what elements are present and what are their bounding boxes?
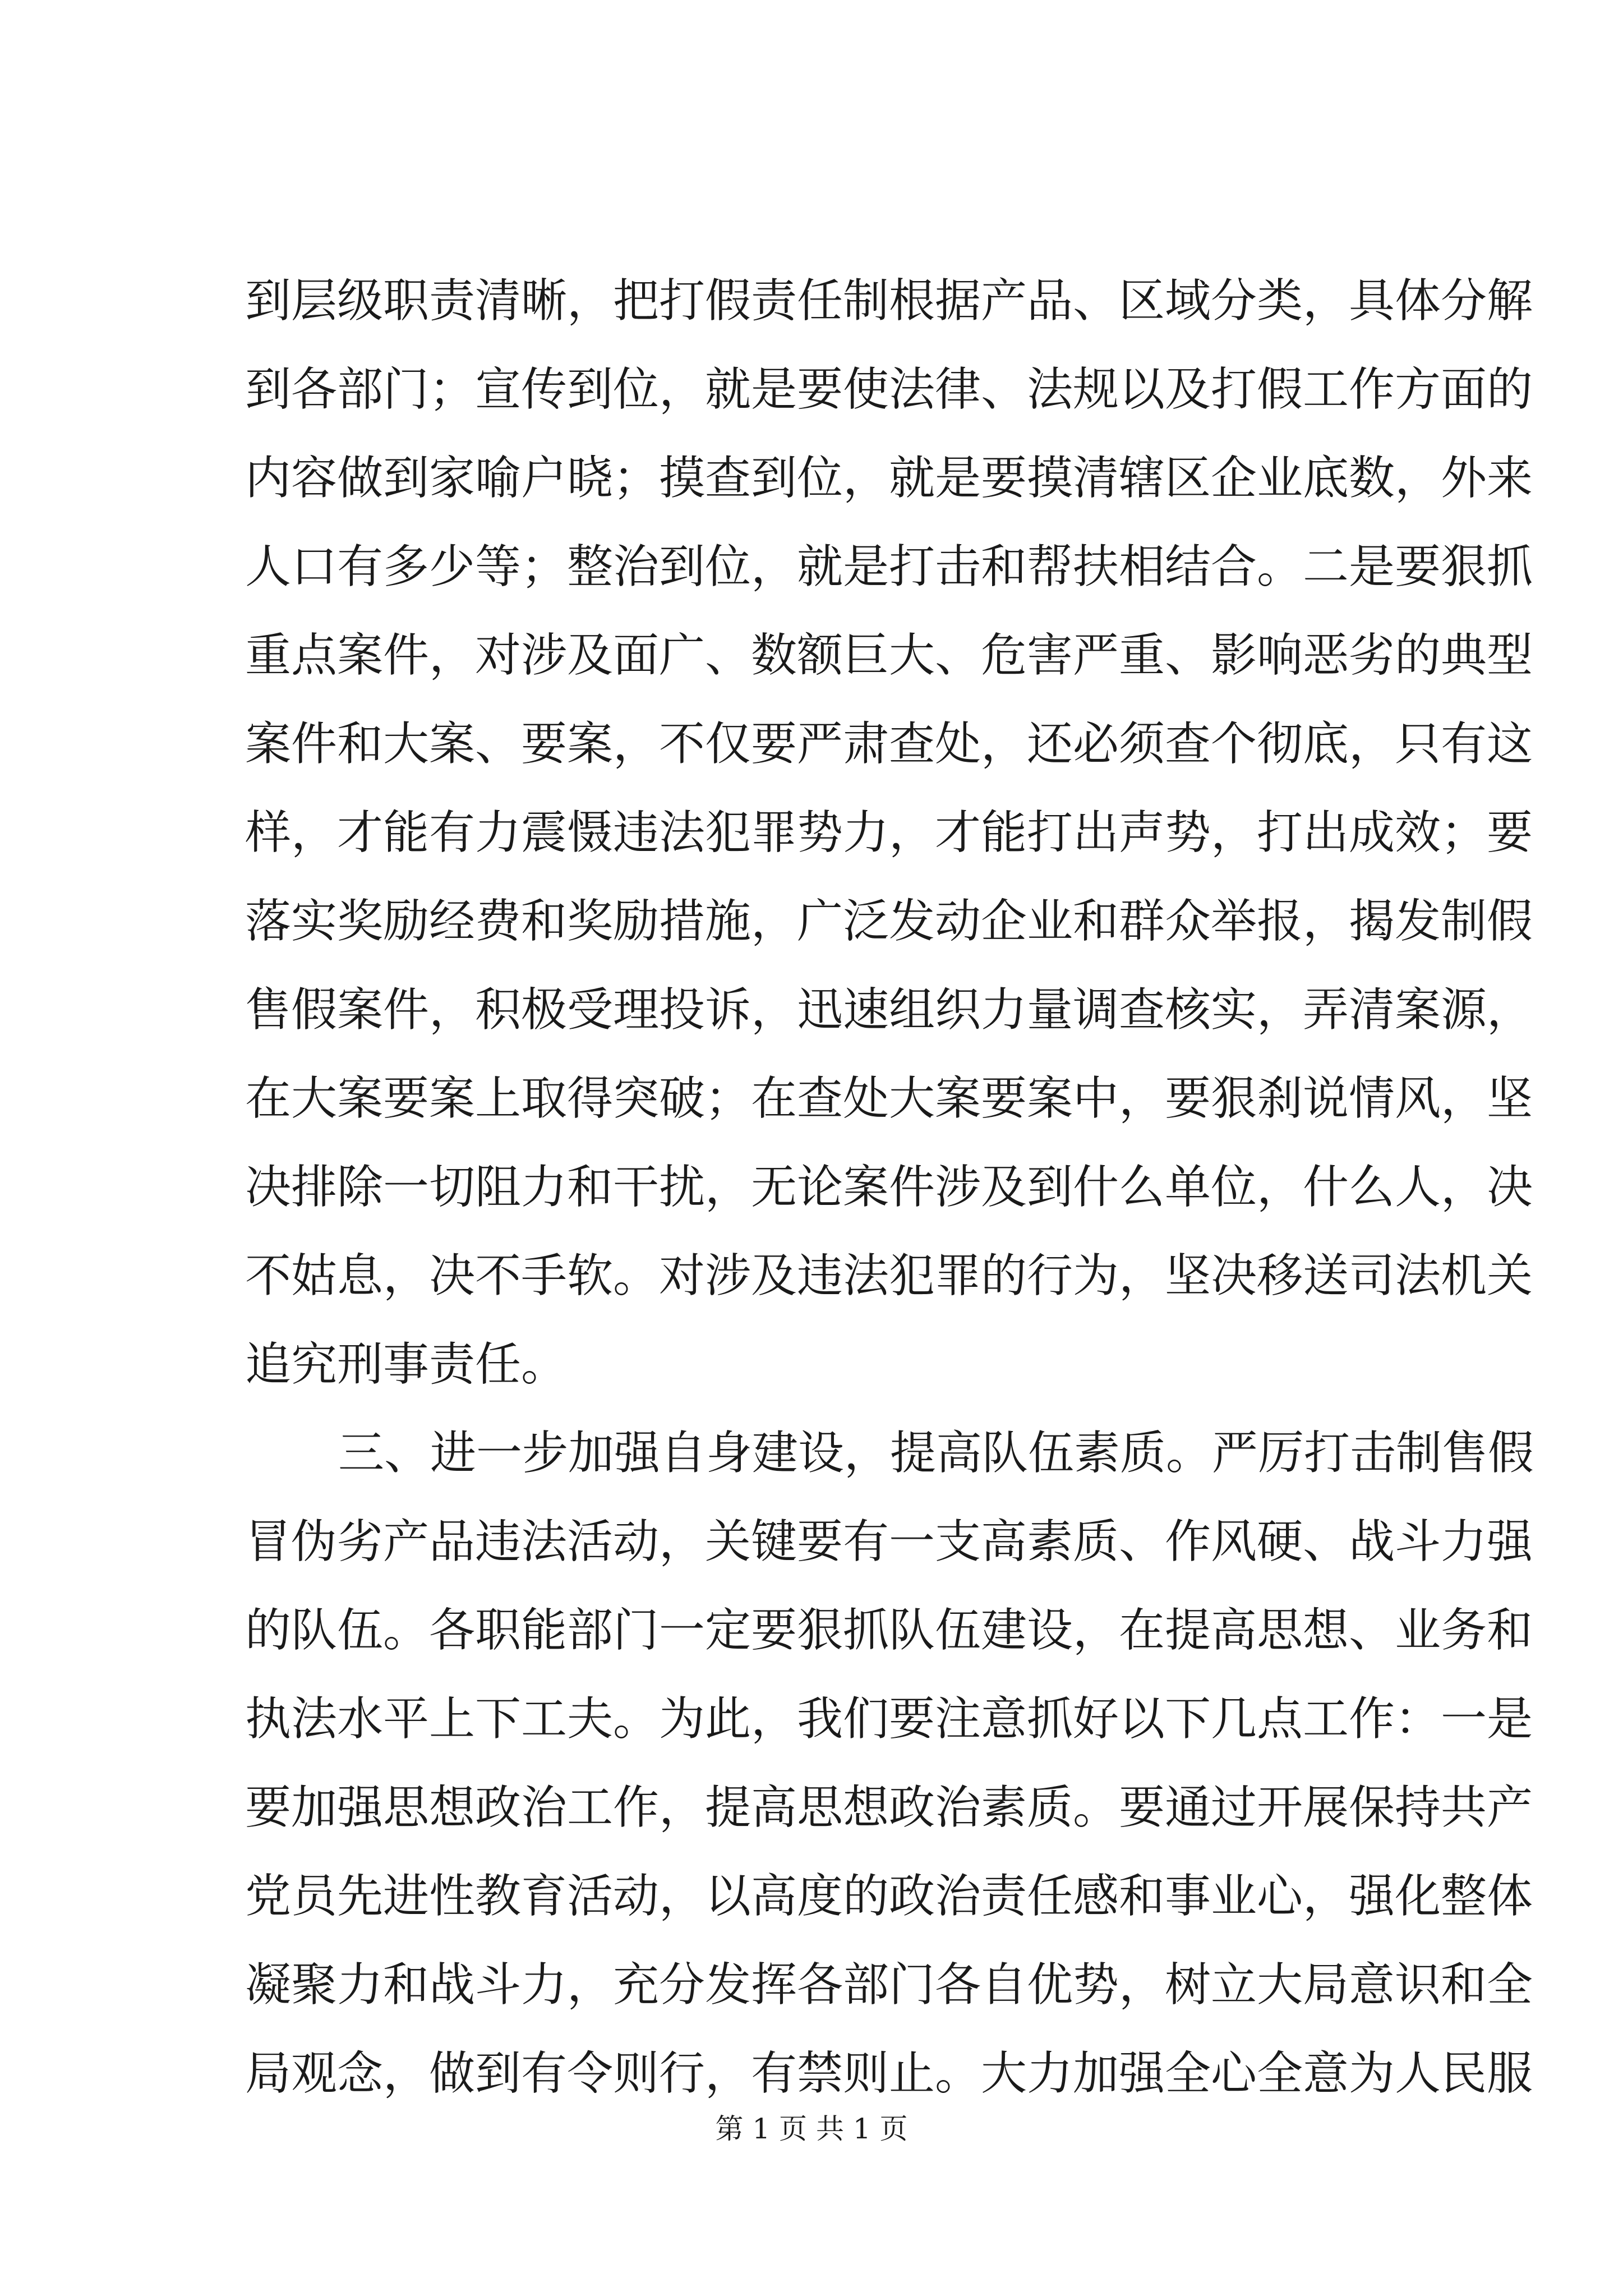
text-line: 执法水平上下工夫。为此，我们要注意抓好以下几点工作：一是 [245, 1692, 1533, 1746]
text-line: 到各部门；宣传到位，就是要使法律、法规以及打假工作方面的 [245, 363, 1533, 416]
page-number-label: 第 1 页 共 1 页 [715, 2113, 908, 2145]
text-line: 到层级职责清晰，把打假责任制根据产品、区域分类，具体分解 [245, 274, 1533, 328]
text-line: 冒伪劣产品违法活动，关键要有一支高素质、作风硬、战斗力强 [245, 1515, 1533, 1568]
body-text [245, 257, 1534, 2118]
text-line: 样，才能有力震慑违法犯罪势力，才能打出声势，打出成效；要 [245, 806, 1533, 859]
text-line: 决排除一切阻力和干扰，无论案件涉及到什么单位，什么人，决 [245, 1161, 1533, 1214]
text-line: 追究刑事责任。 [245, 1338, 568, 1391]
text-line: 局观念，做到有令则行，有禁则止。大力加强全心全意为人民服 [245, 2047, 1533, 2100]
text-line: 党员先进性教育活动，以高度的政治责任感和事业心，强化整体 [245, 1870, 1533, 1923]
paragraph-heading-line: 三、进一步加强自身建设，提高队伍素质。严厉打击制售假 [338, 1427, 1534, 1480]
text-line: 案件和大案、要案，不仅要严肃查处，还必须查个彻底，只有这 [245, 717, 1533, 771]
text-line: 的队伍。各职能部门一定要狠抓队伍建设，在提高思想、业务和 [245, 1604, 1533, 1657]
text-line: 落实奖励经费和奖励措施，广泛发动企业和群众举报，揭发制假 [245, 895, 1533, 948]
text-line: 人口有多少等；整治到位，就是打击和帮扶相结合。二是要狠抓 [245, 540, 1533, 593]
text-line: 不姑息，决不手软。对涉及违法犯罪的行为，坚决移送司法机关 [245, 1249, 1533, 1303]
page-footer [0, 2112, 1623, 2146]
text-line: 重点案件，对涉及面广、数额巨大、危害严重、影响恶劣的典型 [245, 629, 1533, 682]
text-line: 在大案要案上取得突破；在查处大案要案中，要狠刹说情风，坚 [245, 1072, 1533, 1125]
text-line: 要加强思想政治工作，提高思想政治素质。要通过开展保持共产 [245, 1781, 1533, 1834]
text-line: 售假案件，积极受理投诉，迅速组织力量调查核实，弄清案源， [245, 983, 1533, 1037]
text-line: 凝聚力和战斗力，充分发挥各部门各自优势，树立大局意识和全 [245, 1958, 1533, 2012]
text-line: 内容做到家喻户晓；摸查到位，就是要摸清辖区企业底数，外来 [245, 452, 1533, 505]
